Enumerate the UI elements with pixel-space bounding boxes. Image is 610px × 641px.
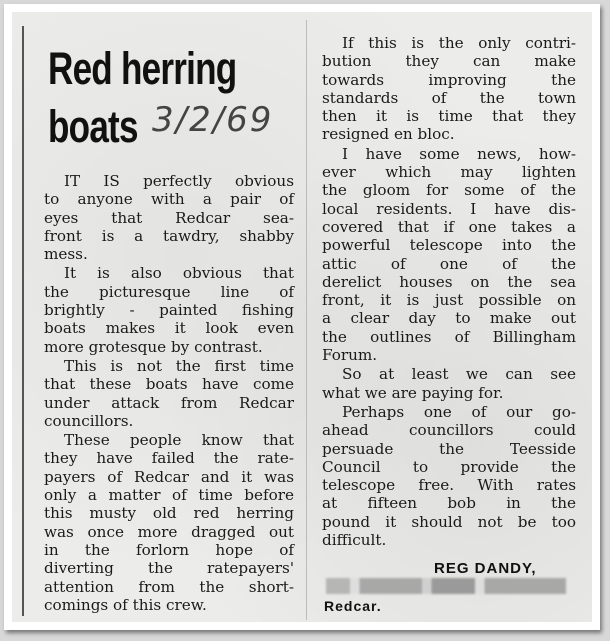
text-line: the gloom for some of the: [322, 181, 576, 200]
clipping-frame: [4, 4, 600, 630]
text-line: payers of Redcar and it was: [44, 467, 294, 486]
text-line: brightly - painted fishing: [44, 301, 294, 320]
text-line: mess.: [44, 245, 88, 264]
text-line: front, it is just possible on: [322, 291, 576, 310]
text-line: So at least we can see: [342, 365, 576, 384]
text-line: the picturesque line of: [44, 282, 294, 301]
text-line: bution they can make: [322, 52, 576, 71]
text-line: IT IS perfectly obvious: [64, 172, 294, 190]
text-line: comings of this crew.: [44, 595, 207, 614]
paragraph: [44, 172, 294, 263]
paragraph: [44, 264, 294, 355]
text-line: under attack from Redcar: [44, 393, 294, 412]
text-line: persuade the Teesside: [322, 439, 576, 458]
text-line: they have failed the rate-: [44, 449, 294, 468]
text-line: derelict houses on the sea: [322, 272, 576, 291]
text-line: towards improving the: [322, 70, 576, 89]
text-line: diverting the ratepayers': [44, 559, 294, 578]
text-line: a clear day to make out: [322, 309, 576, 328]
text-line: that these boats have come: [44, 375, 294, 394]
text-line: ahead councillors could: [322, 421, 576, 440]
paragraph: [322, 145, 576, 365]
text-line: This is not the first time: [64, 356, 294, 375]
text-line: boats makes it look even: [44, 319, 294, 338]
text-line: eyes that Redcar sea-: [44, 208, 294, 227]
text-line: These people know that: [64, 431, 294, 450]
text-line: covered that if one takes a: [322, 217, 576, 236]
text-line: standards of the town: [322, 88, 576, 107]
text-line: pound it should not be too: [322, 512, 576, 531]
text-line: then it is time that they: [322, 107, 576, 126]
text-line: was once more dragged out: [44, 522, 294, 541]
text-line: councillors.: [44, 411, 134, 430]
text-line: attic of one of the: [322, 254, 576, 273]
paragraph: [322, 403, 576, 549]
text-line: this musty old red herring: [44, 504, 294, 523]
text-line: powerful telescope into the: [322, 236, 576, 255]
text-line: difficult.: [322, 531, 387, 550]
handwritten-date: 3/2/69: [152, 100, 274, 140]
newspaper-clipping: [12, 12, 592, 622]
paragraph: [322, 34, 576, 144]
text-line: to anyone with a pair of: [44, 190, 294, 209]
text-line: ever which may lighten: [322, 163, 576, 182]
text-line: the outlines of Billingham: [322, 327, 576, 346]
right-column: [322, 34, 576, 550]
left-column: [44, 172, 294, 615]
column-rule-left: [22, 26, 24, 616]
text-line: front is a tawdry, shabby: [44, 226, 294, 245]
headline-line-2: boats: [48, 101, 138, 152]
paragraph: [322, 365, 576, 402]
redacted-address: [326, 578, 566, 594]
paragraph: [44, 357, 294, 430]
text-line: resigned en bloc.: [322, 125, 455, 144]
text-line: Council to provide the: [322, 457, 576, 476]
column-rule-middle: [306, 20, 307, 620]
text-line: I have some news, how-: [342, 144, 576, 163]
text-line: If this is the only contri-: [342, 34, 576, 52]
paragraph: [44, 431, 294, 614]
text-line: telescope free. With rates: [322, 476, 576, 495]
text-line: at fifteen bob in the: [322, 494, 576, 513]
text-line: Perhaps one of our go-: [342, 402, 576, 421]
text-line: attention from the short-: [44, 577, 294, 596]
text-line: local residents. I have dis-: [322, 199, 576, 218]
author-town: Redcar.: [324, 598, 382, 614]
author-name: REG DANDY,: [434, 560, 537, 577]
text-line: It is also obvious that: [64, 264, 294, 283]
text-line: only a matter of time before: [44, 486, 294, 505]
text-line: what we are paying for.: [322, 383, 504, 402]
headline-line-1: Red herring: [48, 43, 237, 94]
text-line: more grotesque by contrast.: [44, 337, 263, 356]
text-line: Forum.: [322, 346, 378, 365]
text-line: in the forlorn hope of: [44, 540, 294, 559]
